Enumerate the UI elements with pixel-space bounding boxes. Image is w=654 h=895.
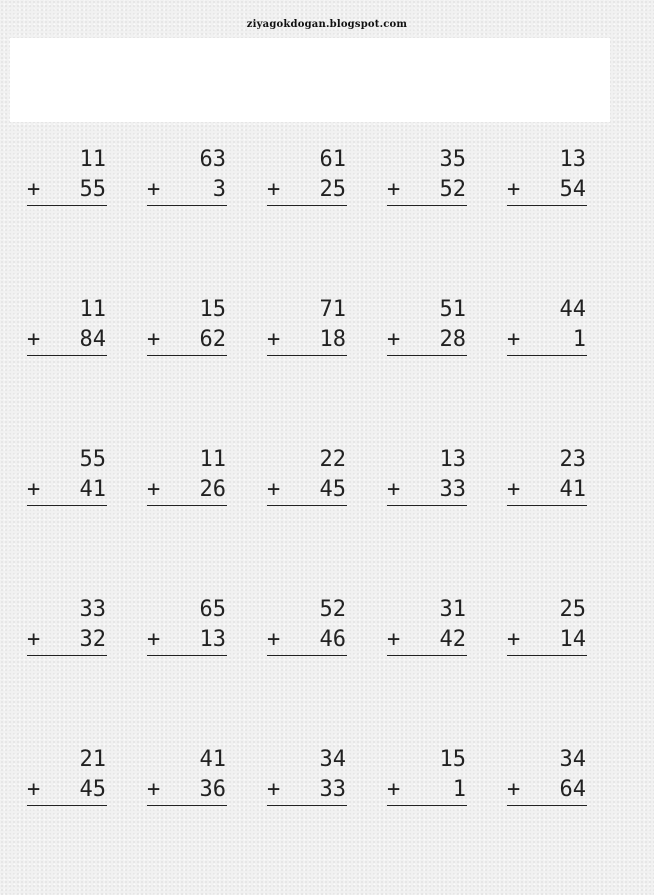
addend-top: 65 — [199, 597, 226, 622]
addend-top: 55 — [79, 447, 106, 472]
addend-top-row — [387, 145, 467, 175]
addend-bottom-row — [267, 175, 347, 206]
addend-bottom: 14 — [559, 627, 586, 652]
addend-bottom-row — [507, 175, 587, 206]
plus-sign: + — [267, 477, 281, 502]
addend-bottom: 32 — [79, 627, 106, 652]
plus-sign: + — [27, 627, 41, 652]
addend-top-row — [147, 595, 227, 625]
addend-top: 34 — [319, 747, 346, 772]
addend-top-row — [27, 445, 107, 475]
addend-top-row — [147, 295, 227, 325]
addend-top-row — [147, 445, 227, 475]
addend-bottom-row — [27, 475, 107, 506]
addend-bottom-row — [507, 475, 587, 506]
addend-top: 34 — [559, 747, 586, 772]
addend-bottom-row — [387, 175, 467, 206]
plus-sign: + — [507, 477, 521, 502]
addend-bottom: 52 — [439, 177, 466, 202]
addend-bottom: 84 — [79, 327, 106, 352]
addend-top-row — [27, 745, 107, 775]
plus-sign: + — [267, 177, 281, 202]
addend-bottom-row — [387, 775, 467, 806]
addend-bottom-row — [267, 475, 347, 506]
addend-bottom: 18 — [319, 327, 346, 352]
plus-sign: + — [267, 327, 281, 352]
addend-bottom: 41 — [79, 477, 106, 502]
addend-bottom: 33 — [319, 777, 346, 802]
addition-problem — [147, 295, 227, 357]
addend-top: 52 — [319, 597, 346, 622]
addend-top: 63 — [199, 147, 226, 172]
plus-sign: + — [147, 327, 161, 352]
addend-bottom-row — [267, 775, 347, 806]
addend-bottom: 55 — [79, 177, 106, 202]
addition-problem — [267, 145, 347, 207]
addend-bottom-row — [147, 175, 227, 206]
addend-bottom: 25 — [319, 177, 346, 202]
addend-bottom-row — [387, 625, 467, 656]
header-box — [10, 38, 610, 122]
addend-top: 15 — [439, 747, 466, 772]
addend-top: 25 — [559, 597, 586, 622]
addition-problem — [27, 295, 107, 357]
addend-top: 13 — [559, 147, 586, 172]
problem-row — [27, 595, 597, 745]
addition-problem — [507, 145, 587, 207]
addition-problem — [267, 595, 347, 657]
addition-problem — [387, 745, 467, 807]
addend-bottom: 64 — [559, 777, 586, 802]
addend-bottom: 62 — [199, 327, 226, 352]
addend-top: 11 — [79, 297, 106, 322]
addend-bottom-row — [267, 625, 347, 656]
addition-problem — [507, 445, 587, 507]
addition-problem — [267, 445, 347, 507]
addend-bottom: 36 — [199, 777, 226, 802]
addition-problem — [147, 595, 227, 657]
addend-bottom-row — [507, 625, 587, 656]
addition-problem — [507, 745, 587, 807]
addend-top: 44 — [559, 297, 586, 322]
plus-sign: + — [147, 177, 161, 202]
plus-sign: + — [27, 777, 41, 802]
addend-top: 41 — [199, 747, 226, 772]
addition-problem — [507, 295, 587, 357]
plus-sign: + — [507, 777, 521, 802]
addend-top-row — [267, 745, 347, 775]
addend-top: 35 — [439, 147, 466, 172]
addend-bottom-row — [27, 175, 107, 206]
addend-top-row — [507, 445, 587, 475]
addend-top: 31 — [439, 597, 466, 622]
addition-problem — [147, 745, 227, 807]
addend-bottom-row — [507, 325, 587, 356]
addition-problem — [387, 145, 467, 207]
addend-bottom: 33 — [439, 477, 466, 502]
addend-bottom: 45 — [79, 777, 106, 802]
addend-top-row — [387, 295, 467, 325]
addend-bottom: 26 — [199, 477, 226, 502]
plus-sign: + — [507, 327, 521, 352]
plus-sign: + — [27, 177, 41, 202]
addend-bottom: 1 — [452, 777, 466, 802]
problem-row — [27, 145, 597, 295]
addition-problem — [387, 295, 467, 357]
addition-problem — [507, 595, 587, 657]
addend-top: 33 — [79, 597, 106, 622]
plus-sign: + — [267, 777, 281, 802]
plus-sign: + — [387, 477, 401, 502]
addend-top: 23 — [559, 447, 586, 472]
plus-sign: + — [147, 627, 161, 652]
addend-top-row — [387, 445, 467, 475]
addition-problem — [267, 745, 347, 807]
addend-top-row — [267, 595, 347, 625]
addend-top: 71 — [319, 297, 346, 322]
addend-top-row — [147, 745, 227, 775]
addend-bottom-row — [507, 775, 587, 806]
addend-bottom-row — [27, 325, 107, 356]
addend-top: 11 — [79, 147, 106, 172]
addend-bottom: 1 — [572, 327, 586, 352]
addend-top: 15 — [199, 297, 226, 322]
addition-problem — [27, 745, 107, 807]
addition-problem — [27, 595, 107, 657]
plus-sign: + — [27, 327, 41, 352]
addend-top-row — [387, 745, 467, 775]
plus-sign: + — [27, 477, 41, 502]
plus-sign: + — [267, 627, 281, 652]
plus-sign: + — [507, 177, 521, 202]
addend-top: 61 — [319, 147, 346, 172]
site-url: ziyagokdogan.blogspot.com — [246, 19, 408, 30]
addend-top: 13 — [439, 447, 466, 472]
addition-problem — [147, 145, 227, 207]
plus-sign: + — [147, 477, 161, 502]
addition-problem — [267, 295, 347, 357]
problem-row — [27, 745, 597, 895]
addend-top-row — [507, 745, 587, 775]
addend-bottom: 42 — [439, 627, 466, 652]
addend-bottom: 45 — [319, 477, 346, 502]
plus-sign: + — [387, 177, 401, 202]
addend-bottom-row — [147, 475, 227, 506]
addend-bottom-row — [387, 325, 467, 356]
addend-bottom-row — [27, 775, 107, 806]
plus-sign: + — [387, 777, 401, 802]
plus-sign: + — [147, 777, 161, 802]
addend-bottom-row — [147, 325, 227, 356]
addend-bottom: 13 — [199, 627, 226, 652]
addend-top-row — [267, 445, 347, 475]
addend-top: 22 — [319, 447, 346, 472]
addition-problem — [387, 445, 467, 507]
addend-top-row — [147, 145, 227, 175]
addend-bottom-row — [27, 625, 107, 656]
addend-top-row — [267, 295, 347, 325]
addend-top-row — [387, 595, 467, 625]
plus-sign: + — [387, 327, 401, 352]
addend-top-row — [267, 145, 347, 175]
addend-bottom: 54 — [559, 177, 586, 202]
addend-bottom-row — [267, 325, 347, 356]
addend-top-row — [507, 295, 587, 325]
addition-problem — [147, 445, 227, 507]
addend-bottom-row — [387, 475, 467, 506]
plus-sign: + — [507, 627, 521, 652]
addend-top-row — [27, 145, 107, 175]
addend-top-row — [27, 295, 107, 325]
addend-bottom-row — [147, 625, 227, 656]
plus-sign: + — [387, 627, 401, 652]
addend-bottom: 28 — [439, 327, 466, 352]
addition-problem — [27, 145, 107, 207]
addend-top: 51 — [439, 297, 466, 322]
addend-top: 11 — [199, 447, 226, 472]
addend-top-row — [507, 145, 587, 175]
addend-bottom: 3 — [212, 177, 226, 202]
addend-top-row — [27, 595, 107, 625]
addition-problem — [387, 595, 467, 657]
addition-problem — [27, 445, 107, 507]
problem-row — [27, 445, 597, 595]
addend-bottom: 41 — [559, 477, 586, 502]
addend-bottom: 46 — [319, 627, 346, 652]
problem-grid — [27, 145, 597, 895]
problem-row — [27, 295, 597, 445]
addend-top-row — [507, 595, 587, 625]
addend-top: 21 — [79, 747, 106, 772]
addend-bottom-row — [147, 775, 227, 806]
